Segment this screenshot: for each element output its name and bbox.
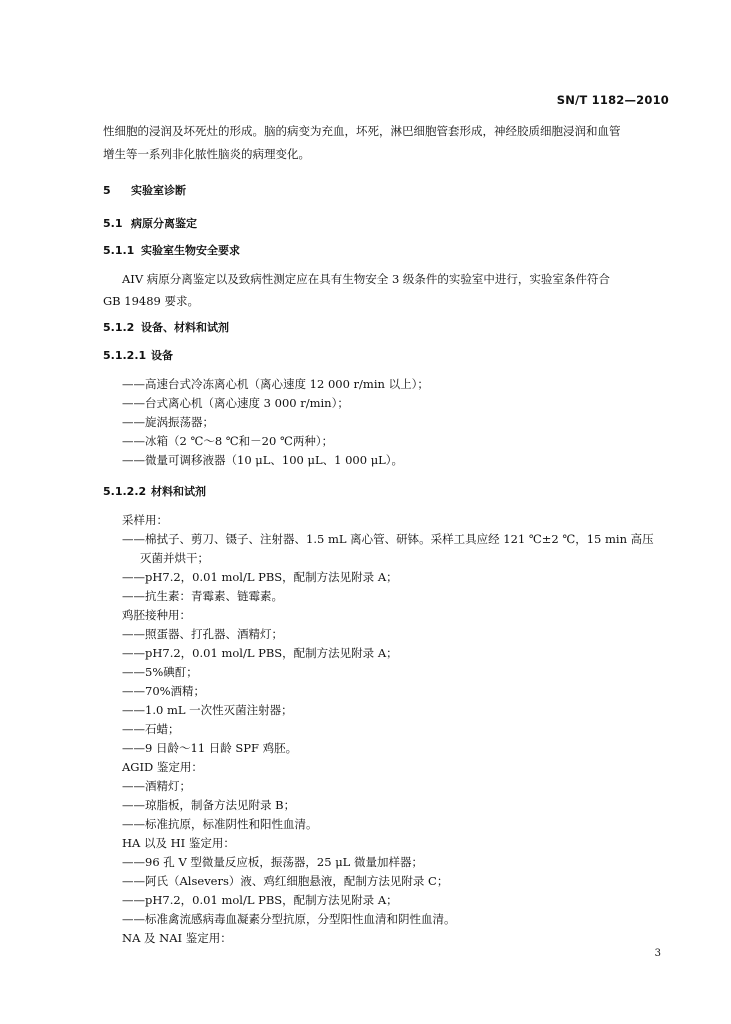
section-number: 5.1 — [103, 217, 123, 230]
list-item: ——酒精灯； — [122, 779, 191, 793]
section-number: 5.1.2.2 — [103, 485, 147, 498]
section-title: 材料和试剂 — [151, 485, 206, 498]
section-5-heading — [103, 183, 186, 199]
section-number: 5.1.2.1 — [103, 349, 147, 362]
standard-code: SN/T 1182—2010 — [556, 93, 669, 107]
list-item: ——pH7.2，0.01 mol/L PBS，配制方法见附录 A； — [122, 570, 398, 584]
embryo-label: 鸡胚接种用： — [122, 608, 191, 622]
list-item: ——微量可调移液器（10 μL、100 μL、1 000 μL）。 — [122, 453, 404, 467]
list-item-continuation: 灭菌并烘干； — [140, 551, 209, 565]
list-item: ——1.0 mL 一次性灭菌注射器； — [122, 703, 293, 717]
section-5-1-2-2-heading — [103, 484, 206, 500]
section-title: 设备、材料和试剂 — [141, 321, 229, 334]
list-item: ——旋涡振荡器； — [122, 415, 214, 429]
sampling-label: 采样用： — [122, 513, 168, 527]
section-title: 设备 — [151, 349, 173, 362]
list-item: ——pH7.2，0.01 mol/L PBS，配制方法见附录 A； — [122, 893, 398, 907]
list-item: ——抗生素：青霉素、链霉素。 — [122, 589, 283, 603]
paragraph-line-2: GB 19489 要求。 — [103, 294, 200, 308]
page-number: 3 — [654, 948, 661, 959]
list-item: ——台式离心机（离心速度 3 000 r/min）； — [122, 396, 349, 410]
intro-line-1: 性细胞的浸润及坏死灶的形成。脑的病变为充血，坏死，淋巴细胞管套形成，神经胶质细胞浸润和血管 — [103, 124, 621, 138]
section-number: 5.1.1 — [103, 244, 135, 257]
list-item: ——照蛋器、打孔器、酒精灯； — [122, 627, 283, 641]
list-item: ——阿氏（Alsevers）液、鸡红细胞悬液，配制方法见附录 C； — [122, 874, 449, 888]
paragraph-line-1: AIV 病原分离鉴定以及致病性测定应在具有生物安全 3 级条件的实验室中进行，实验室条件符合 — [122, 272, 610, 286]
list-item: ——标准抗原，标准阴性和阳性血清。 — [122, 817, 318, 831]
list-item: ——96 孔 V 型微量反应板，振荡器，25 μL 微量加样器； — [122, 855, 423, 869]
list-item: ——5%碘酊； — [122, 665, 198, 679]
list-item: ——石蜡； — [122, 722, 180, 736]
section-5-1-2-1-heading — [103, 348, 173, 364]
list-item: ——棉拭子、剪刀、镊子、注射器、1.5 mL 离心管、研钵。采样工具应经 121 ℃±2 ℃，15 min 高压 — [122, 532, 654, 546]
ha-hi-label: HA 以及 HI 鉴定用： — [122, 836, 235, 850]
na-nai-label: NA 及 NAI 鉴定用： — [122, 931, 232, 945]
list-item: ——9 日龄～11 日龄 SPF 鸡胚。 — [122, 741, 298, 755]
section-number: 5.1.2 — [103, 321, 135, 334]
section-title: 病原分离鉴定 — [131, 217, 197, 230]
list-item: ——冰箱（2 ℃～8 ℃和－20 ℃两种）； — [122, 434, 334, 448]
list-item: ——pH7.2，0.01 mol/L PBS，配制方法见附录 A； — [122, 646, 398, 660]
section-5-1-1-heading — [103, 243, 240, 259]
section-5-1-2-heading — [103, 320, 229, 336]
section-title: 实验室生物安全要求 — [141, 244, 240, 257]
list-item: ——高速台式冷冻离心机（离心速度 12 000 r/min 以上）； — [122, 377, 429, 391]
section-5-1-heading — [103, 216, 197, 232]
section-title: 实验室诊断 — [131, 184, 186, 197]
list-item: ——琼脂板，制备方法见附录 B； — [122, 798, 296, 812]
agid-label: AGID 鉴定用： — [122, 760, 203, 774]
list-item: ——70%酒精； — [122, 684, 206, 698]
intro-line-2: 增生等一系列非化脓性脑炎的病理变化。 — [103, 147, 310, 161]
list-item: ——标准禽流感病毒血凝素分型抗原，分型阳性血清和阴性血清。 — [122, 912, 456, 926]
section-number: 5 — [103, 184, 111, 197]
